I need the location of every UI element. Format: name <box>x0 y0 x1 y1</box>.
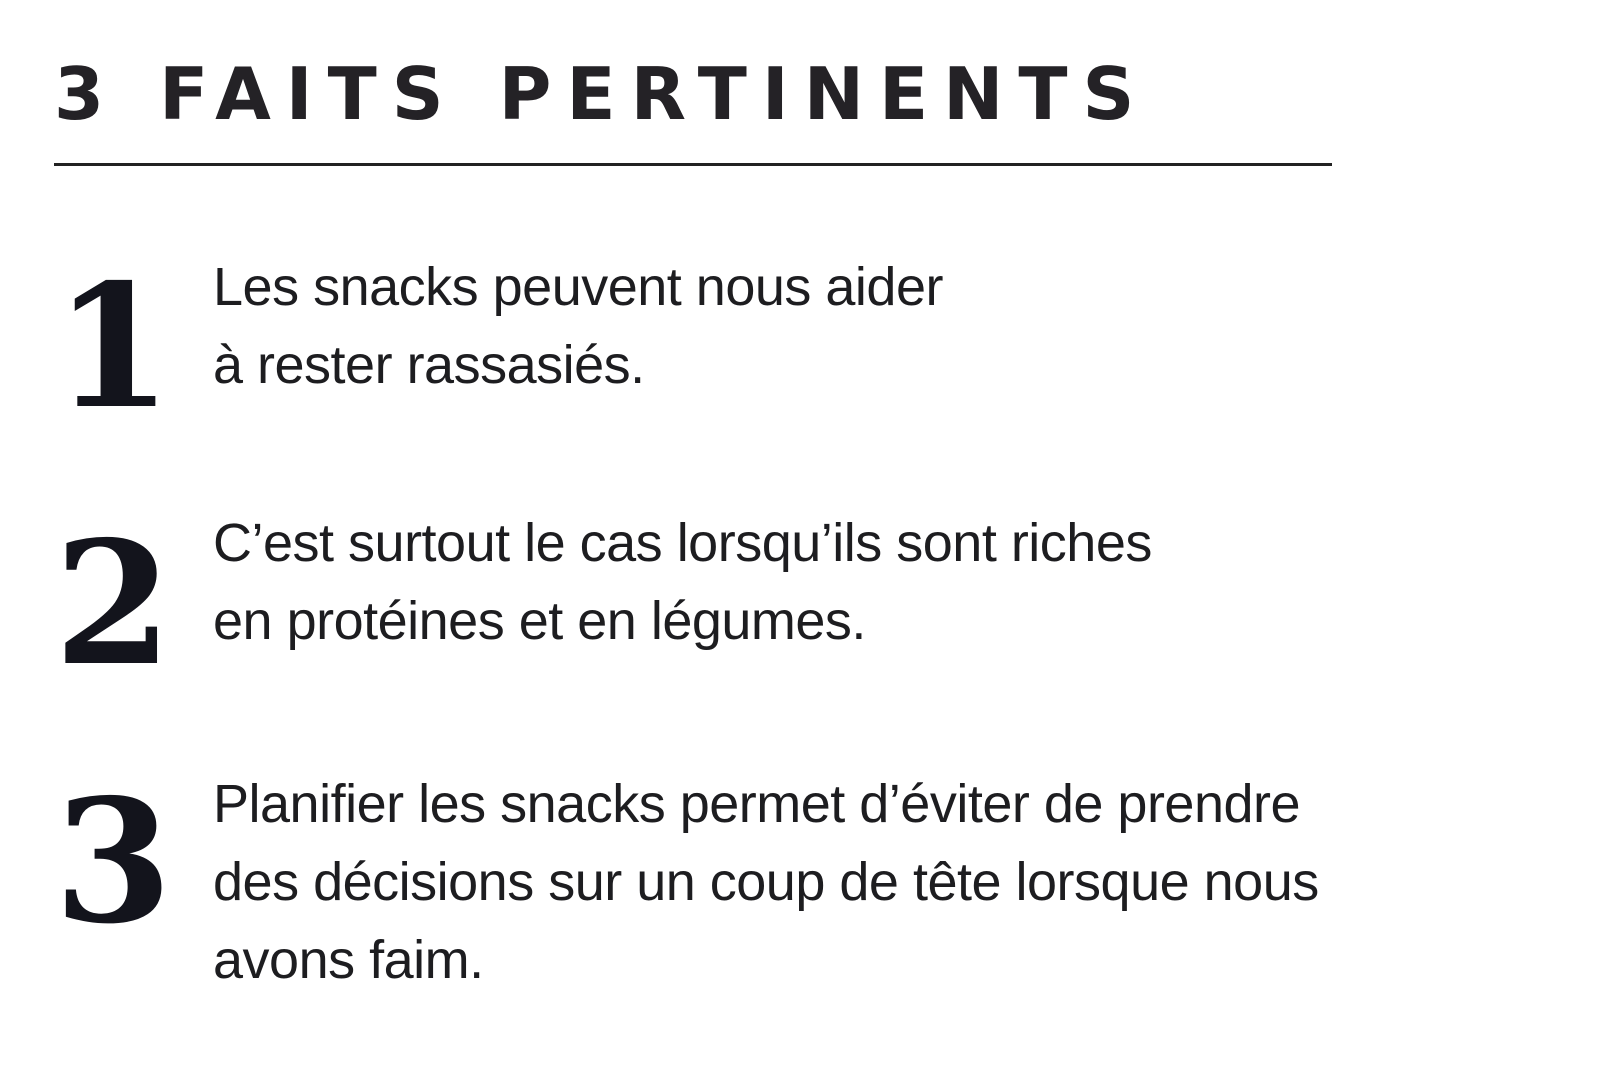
fact-number: 2 <box>54 504 173 704</box>
fact-text-line: Planifier les snacks permet d’éviter de prendre <box>213 774 1301 834</box>
fact-text <box>213 248 1593 404</box>
title-divider <box>54 163 1332 166</box>
fact-number: 3 <box>54 762 173 962</box>
fact-text-line: C’est surtout le cas lorsqu’ils sont riches <box>213 513 1152 573</box>
fact-text-line: avons faim. <box>213 930 484 990</box>
fact-text <box>213 504 1593 660</box>
fact-text-line: Les snacks peuvent nous aider <box>213 257 943 317</box>
fact-text <box>213 765 1593 999</box>
fact-text-line: à rester rassasiés. <box>213 335 645 395</box>
fact-number: 1 <box>54 247 173 447</box>
page-title: 3 FAITS PERTINENTS <box>54 52 1150 136</box>
fact-text-line: des décisions sur un coup de tête lorsque nous <box>213 852 1319 912</box>
fact-text-line: en protéines et en légumes. <box>213 591 866 651</box>
